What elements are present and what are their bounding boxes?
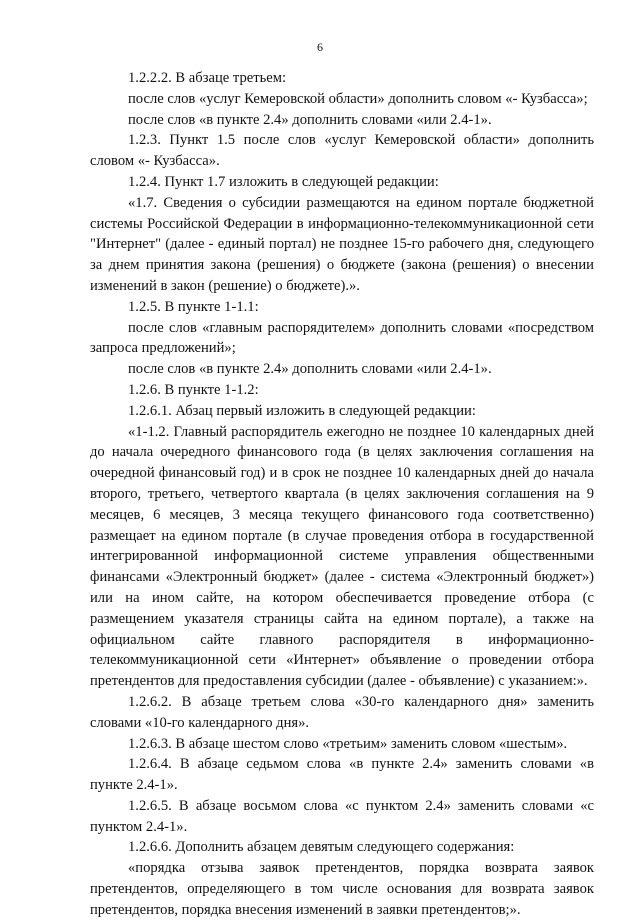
paragraph-add-2-4-1-second: после слов «в пункте 2.4» дополнить словами «или 2.4-1». (128, 361, 492, 378)
paragraph-1-2-2-2: 1.2.2.2. В абзаце третьем: (128, 70, 287, 86)
paragraph-1-2-3: 1.2.3. Пункт 1.5 после слов «услуг Кемеровской области» дополнить словом «- Кузбасса». (90, 132, 594, 170)
page-number: 6 (317, 40, 323, 54)
paragraph-ninth-content: «порядка отзыва заявок претендентов, порядка возврата заявок претендентов, определяющего в том числе основания для возврата заявок претендентов, порядка внесения изменений в заявки претендентов;». (90, 860, 594, 918)
paragraph-clause-1-1-2: «1-1.2. Главный распорядитель ежегодно не позднее 10 календарных дней до начала очередного финансового года (в целях заключения соглашения на очередной финансовый год) и в срок не позднее 10 календарных дней до начала второго, третьего, четвертого квартала (в целях заключения соглашения на 9 месяцев, 6 месяцев, 3 месяца текущего финансового года соответственно) размещает на едином портале (в случае проведения отбора в государственной интегрированной информационной системе управления общественными финансами «Электронный бюджет» (далее - система «Электронный бюджет») или на ином сайте, на котором обеспечивается проведение отбора (с размещением указателя страницы сайта на едином портале), а также на официальном сайте главного распорядителя в информационно-телекоммуникационной сети «Интернет» объявление о проведении отбора претендентов для предоставления субсидии (далее - объявление) с указанием:». (90, 423, 594, 690)
document-body (90, 68, 594, 921)
paragraph-add-request-proposals: после слов «главным распорядителем» дополнить словами «посредством запроса предложений»; (90, 319, 594, 357)
paragraph-1-2-6-4: 1.2.6.4. В абзаце седьмом слова «в пункте 2.4» заменить словами «в пункте 2.4-1». (90, 756, 594, 794)
paragraph-1-2-6-5: 1.2.6.5. В абзаце восьмом слова «с пунктом 2.4» заменить словами «с пунктом 2.4-1». (90, 797, 594, 835)
paragraph-1-2-6-3: 1.2.6.3. В абзаце шестом слово «третьим» заменить словом «шестым». (128, 735, 568, 752)
paragraph-add-kuzbass: после слов «услуг Кемеровской области» дополнить словом «- Кузбасса»; (128, 90, 588, 107)
paragraph-add-2-4-1: после слов «в пункте 2.4» дополнить словами «или 2.4-1». (128, 111, 492, 128)
paragraph-1-2-6-6: 1.2.6.6. Дополнить абзацем девятым следующего содержания: (128, 839, 515, 856)
paragraph-clause-1-7: «1.7. Сведения о субсидии размещаются на едином портале бюджетной системы Российской Федерации в информационно-телекоммуникационной сети "Интернет" (далее - единый портал) не позднее 15-го рабочего дня, следующего за днем принятия закона (решения) о бюджете (закона (решения) о внесении изменений в закон (решение) о бюджете).». (90, 194, 594, 294)
paragraph-1-2-6: 1.2.6. В пункте 1-1.2: (128, 381, 259, 398)
paragraph-1-2-6-2: 1.2.6.2. В абзаце третьем слова «30-го календарного дня» заменить словами «10-го календарного дня». (90, 693, 594, 731)
paragraph-1-2-4: 1.2.4. Пункт 1.7 изложить в следующей редакции: (128, 173, 439, 190)
paragraph-1-2-5: 1.2.5. В пункте 1-1.1: (128, 298, 259, 315)
paragraph-1-2-6-1: 1.2.6.1. Абзац первый изложить в следующей редакции: (128, 402, 476, 419)
